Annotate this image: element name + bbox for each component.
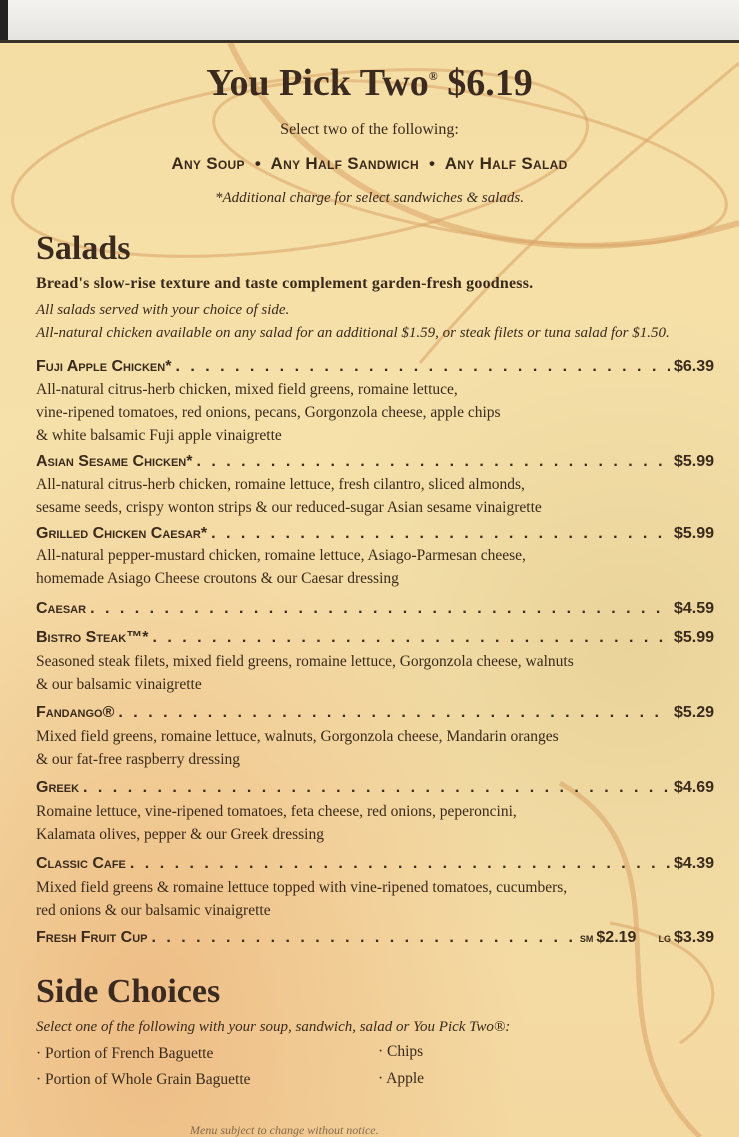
- pick-two-subtitle: Select two of the following:: [280, 121, 459, 138]
- item-description: & white balsamic Fuji apple vinaigrette: [36, 427, 282, 444]
- dot-leader: [118, 704, 670, 722]
- menu-item: [36, 855, 714, 873]
- dot-leader: [90, 600, 670, 618]
- item-description: Mixed field greens & romaine lettuce topped with vine-ripened tomatoes, cucumbers,: [36, 879, 568, 896]
- side-item: · Portion of Whole Grain Baguette: [36, 1071, 251, 1088]
- item-name: Fandango®: [36, 704, 115, 721]
- menu-item: [36, 525, 714, 543]
- menu-item: [36, 453, 714, 471]
- item-price: $5.99: [673, 453, 714, 470]
- page-title: You Pick Two® $6.19: [206, 62, 533, 104]
- item-price: $4.39: [673, 855, 714, 872]
- item-price: $6.39: [673, 358, 714, 375]
- item-price: $4.59: [673, 600, 714, 617]
- menu-page: [0, 40, 739, 1137]
- side-choices-heading: Side Choices: [36, 973, 221, 1010]
- item-description: sesame seeds, crispy wonton strips & our reduced-sugar Asian sesame vinaigrette: [36, 499, 542, 516]
- dot-leader: [175, 358, 670, 376]
- item-description: red onions & our balsamic vinaigrette: [36, 902, 271, 919]
- dot-leader: [196, 453, 669, 471]
- item-description: homemade Asiago Cheese croutons & our Caesar dressing: [36, 570, 399, 587]
- menu-item: [36, 629, 714, 647]
- item-description: Mixed field greens, romaine lettuce, walnuts, Gorgonzola cheese, Mandarin oranges: [36, 728, 559, 745]
- item-description: Seasoned steak filets, mixed field greens, romaine lettuce, Gorgonzola cheese, walnuts: [36, 653, 574, 670]
- item-name: Greek: [36, 779, 80, 796]
- pick-two-options: Any Soup • Any Half Sandwich • Any Half Salad: [171, 154, 568, 173]
- menu-item: [36, 600, 714, 618]
- item-name: Grilled Chicken Caesar*: [36, 525, 208, 542]
- item-name: Caesar: [36, 600, 87, 617]
- item-description: & our balsamic vinaigrette: [36, 676, 202, 693]
- menu-item: [36, 704, 714, 722]
- item-name: Fuji Apple Chicken*: [36, 358, 172, 375]
- item-price: $5.99: [673, 525, 714, 542]
- menu-item: [36, 358, 714, 376]
- side-item: · Apple: [378, 1070, 425, 1087]
- item-name: Classic Cafe: [36, 855, 126, 872]
- scan-edge: [0, 0, 8, 40]
- item-price: $4.69: [673, 779, 714, 796]
- scanner-background: [0, 0, 739, 40]
- menu-item: [36, 779, 714, 797]
- item-name: Bistro Steak™*: [36, 629, 149, 646]
- item-description: vine-ripened tomatoes, red onions, pecans, Gorgonzola cheese, apple chips: [36, 404, 501, 421]
- item-description: All-natural pepper-mustard chicken, romaine lettuce, Asiago-Parmesan cheese,: [36, 547, 526, 564]
- item-description: Romaine lettuce, vine-ripened tomatoes, feta cheese, red onions, peperoncini,: [36, 803, 517, 820]
- pick-two-note: *Additional charge for select sandwiches & salads.: [214, 190, 524, 206]
- dot-leader: [152, 629, 669, 647]
- menu-item-fresh-fruit-cup: Fresh Fruit Cup . . . sm $2.19 lg $3.39: [36, 929, 714, 947]
- item-price: $5.29: [673, 704, 714, 721]
- salads-note: All salads served with your choice of side.: [36, 302, 290, 318]
- dot-leader: [83, 779, 670, 797]
- side-item: · Portion of French Baguette: [36, 1045, 214, 1062]
- side-item: · Chips: [378, 1043, 424, 1060]
- item-name: Asian Sesame Chicken*: [36, 453, 193, 470]
- salads-heading: Salads: [36, 230, 131, 267]
- dot-leader: [130, 855, 670, 873]
- item-description: & our fat-free raspberry dressing: [36, 751, 240, 768]
- dot-leader: [211, 525, 670, 543]
- item-price: $5.99: [673, 629, 714, 646]
- salads-tagline: Bread's slow-rise texture and taste complement garden-fresh goodness.: [36, 275, 534, 292]
- item-description: Kalamata olives, pepper & our Greek dressing: [36, 826, 324, 843]
- side-choices-intro: Select one of the following with your soup, sandwich, salad or You Pick Two®:: [36, 1019, 511, 1035]
- item-description: All-natural citrus-herb chicken, mixed field greens, romaine lettuce,: [36, 381, 458, 398]
- salads-note: All-natural chicken available on any salad for an additional $1.59, or steak filets or tuna salad for $1.50.: [36, 325, 670, 341]
- footer-note: Menu subject to change without notice.: [190, 1123, 379, 1137]
- item-description: All-natural citrus-herb chicken, romaine lettuce, fresh cilantro, sliced almonds,: [36, 476, 525, 493]
